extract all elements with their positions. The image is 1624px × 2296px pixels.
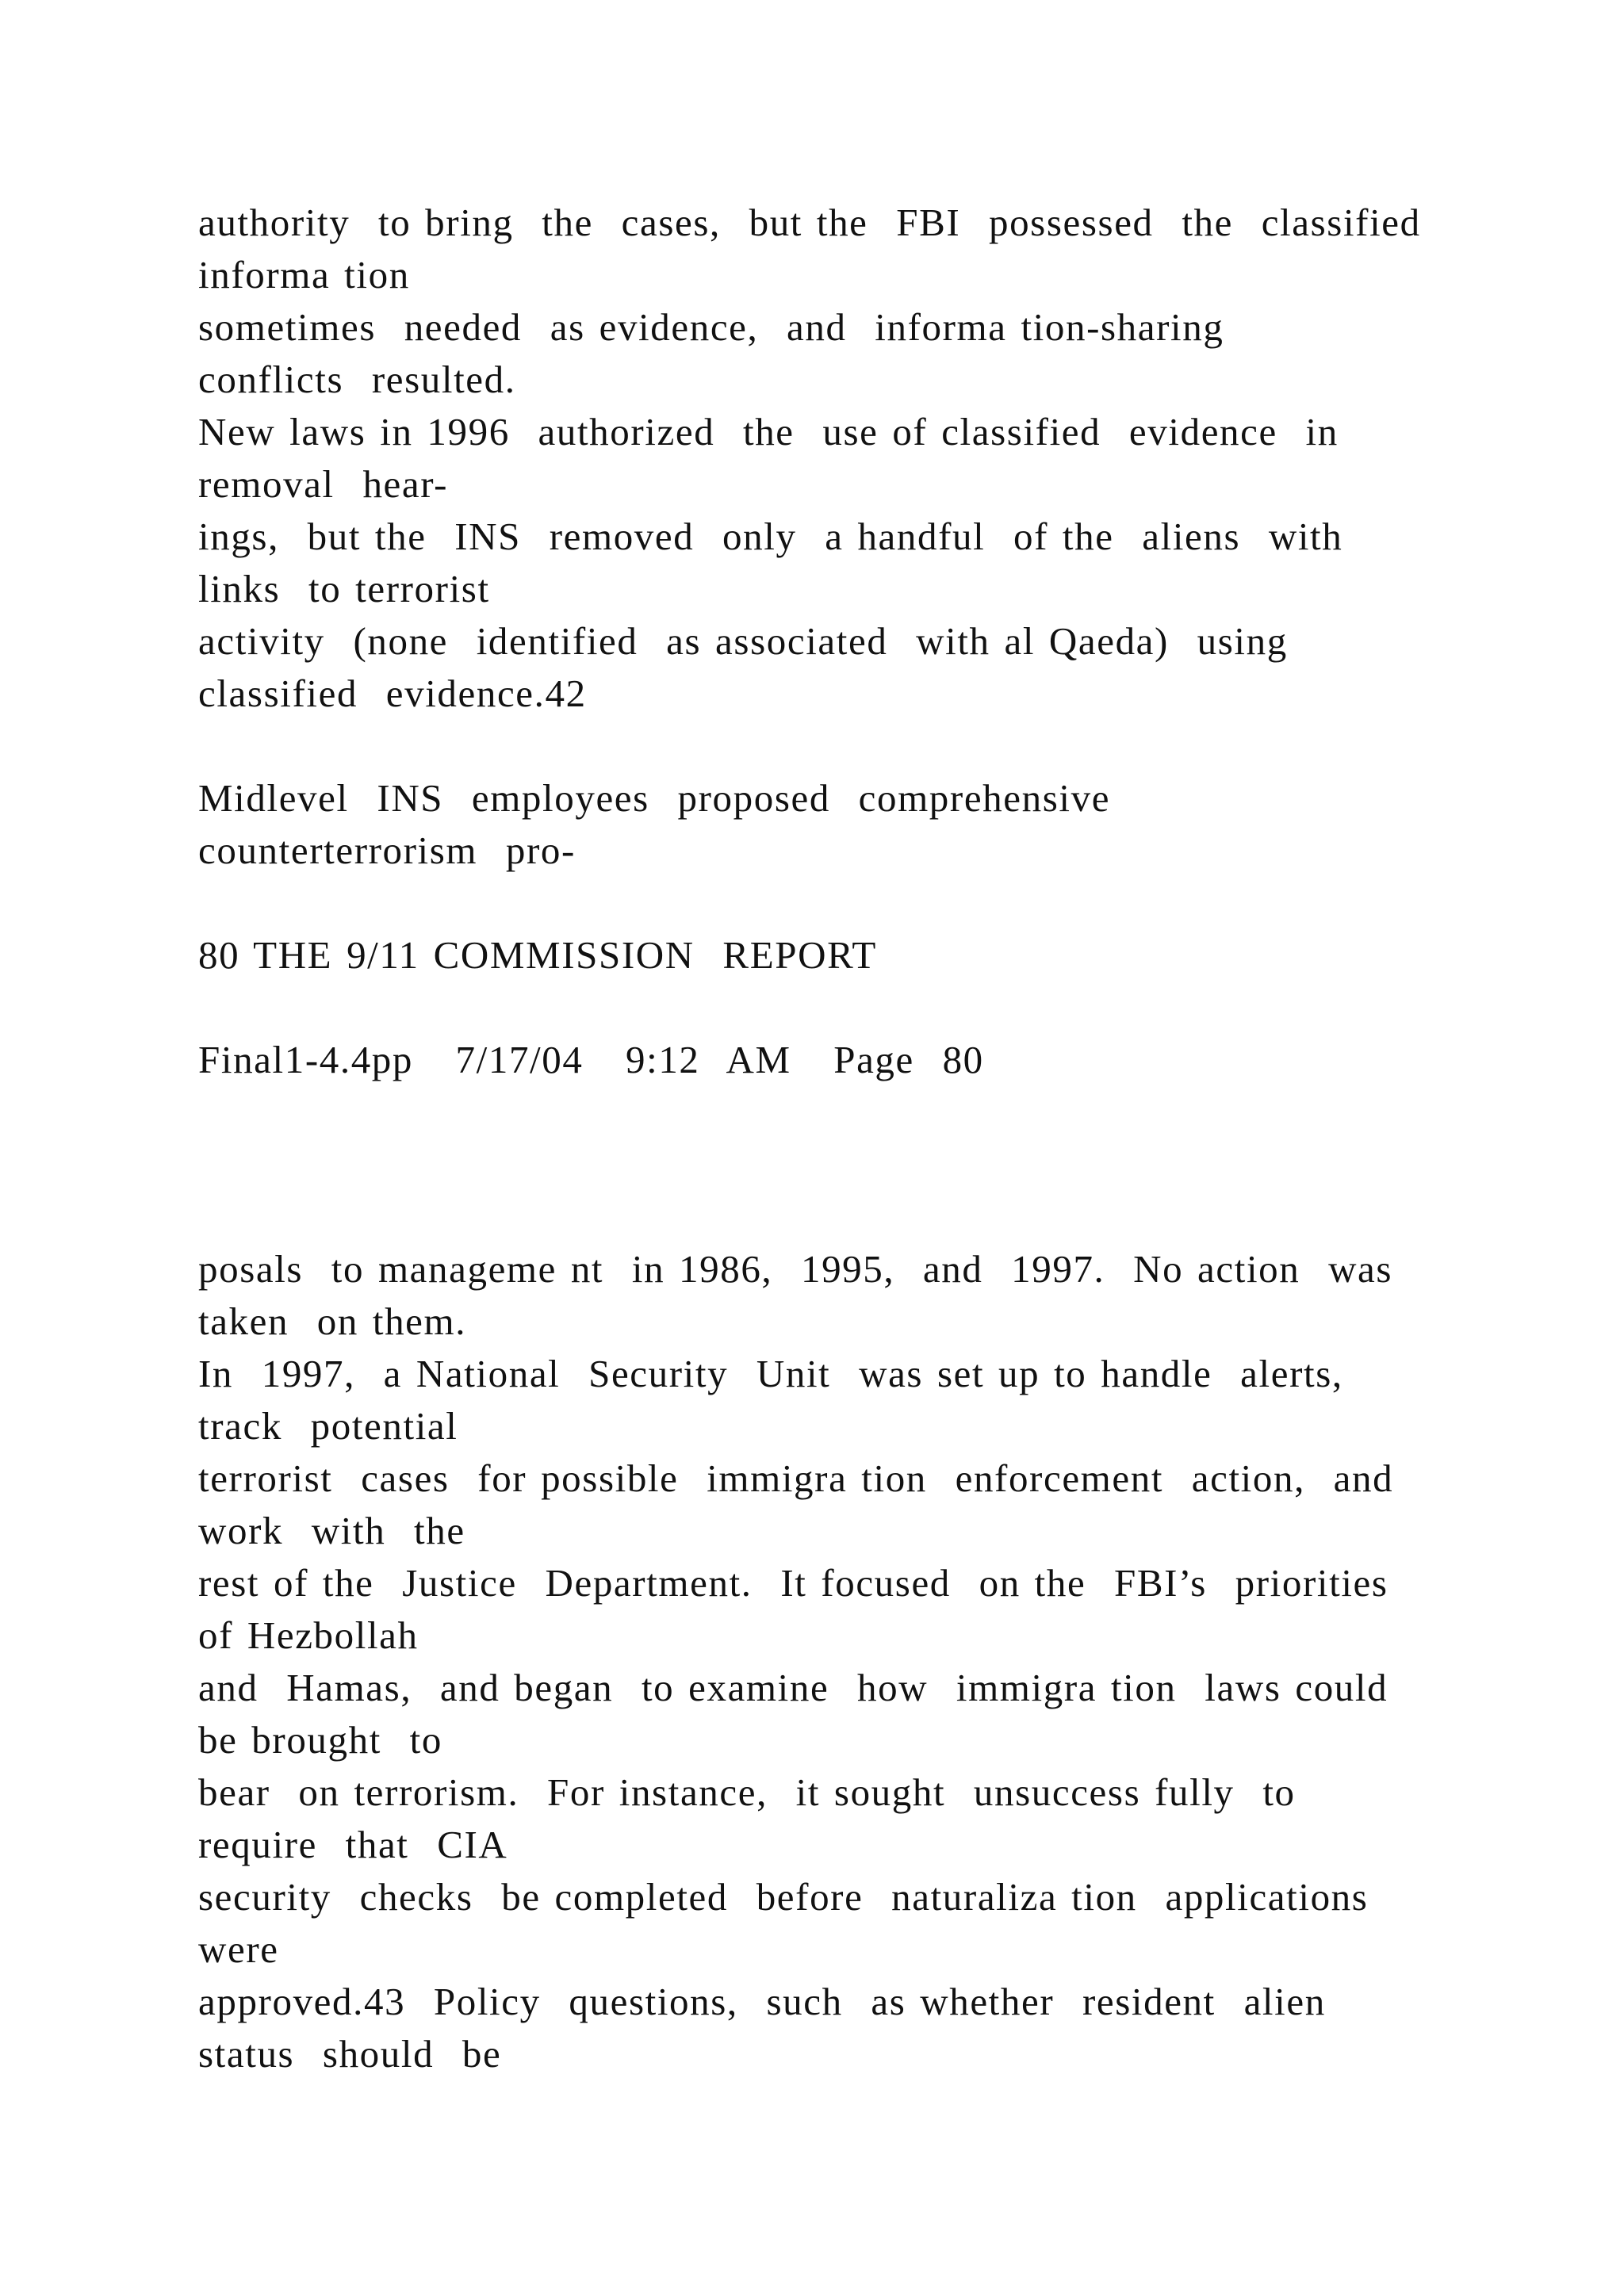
text-line: classified evidence.42: [198, 672, 587, 715]
running-footer: 80 THE 9/11 COMMISSION REPORT: [198, 933, 877, 977]
text-line: approved.43 Policy questions, such as whether resident alien: [198, 1980, 1326, 2023]
text-line: In 1997, a National Security Unit was set up to handle alerts,: [198, 1352, 1343, 1395]
text-line: track potential: [198, 1404, 458, 1448]
text-line: ings, but the INS removed only a handful of the aliens with: [198, 515, 1343, 558]
print-slug: Final1-4.4pp 7/17/04 9:12 AM Page 80: [198, 1038, 984, 1081]
text-line: activity (none identified as associated with al Qaeda) using: [198, 619, 1288, 663]
text-line: sometimes needed as evidence, and informa tion-sharing: [198, 305, 1224, 349]
text-line: removal hear-: [198, 462, 449, 506]
text-line: informa tion: [198, 253, 410, 297]
text-line: of Hezbollah: [198, 1613, 419, 1657]
text-line: require that CIA: [198, 1823, 508, 1866]
text-line: terrorist cases for possible immigra tion enforcement action, and: [198, 1456, 1394, 1500]
text-line: and Hamas, and began to examine how immigra tion laws could: [198, 1666, 1388, 1709]
text-line: bear on terrorism. For instance, it sought unsuccess fully to: [198, 1770, 1296, 1814]
text-line: authority to bring the cases, but the FBI possessed the classified: [198, 201, 1421, 244]
text-line: conflicts resulted.: [198, 358, 516, 401]
text-line: taken on them.: [198, 1299, 467, 1343]
text-line: were: [198, 1927, 279, 1971]
text-line: status should be: [198, 2032, 502, 2076]
text-line: New laws in 1996 authorized the use of classified evidence in: [198, 410, 1339, 453]
text-line: be brought to: [198, 1718, 442, 1762]
text-line: counterterrorism pro-: [198, 828, 576, 872]
text-line: security checks be completed before naturaliza tion applications: [198, 1875, 1369, 1919]
text-line: rest of the Justice Department. It focused on the FBI’s priorities: [198, 1561, 1388, 1605]
text-line: links to terrorist: [198, 567, 490, 610]
text-line: Midlevel INS employees proposed comprehensive: [198, 776, 1111, 820]
text-line: work with the: [198, 1509, 465, 1552]
text-line: posals to manageme nt in 1986, 1995, and 1997. No action was: [198, 1247, 1393, 1291]
